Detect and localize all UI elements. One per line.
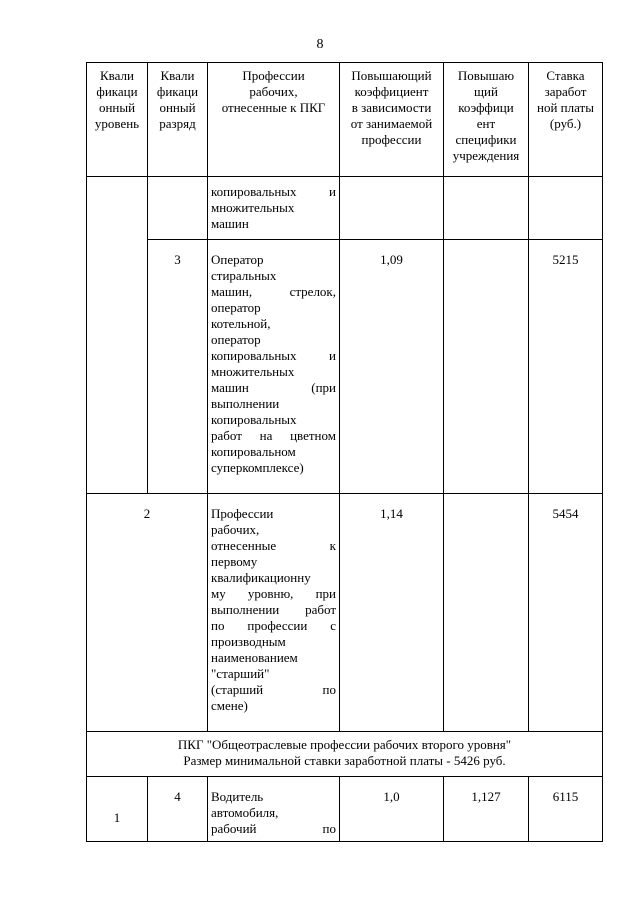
table-row-level-1 bbox=[87, 777, 603, 842]
coef-institution-cell bbox=[444, 494, 529, 732]
level-cell: 1 bbox=[87, 777, 148, 842]
header-rate bbox=[529, 63, 603, 177]
profession-line: наименованием bbox=[211, 650, 298, 665]
profession-line: копировальных и bbox=[211, 184, 336, 199]
profession-line: выполнении работ bbox=[211, 602, 336, 617]
header-line: онный bbox=[159, 100, 196, 115]
profession-cell bbox=[208, 240, 340, 494]
profession-line: выполнении bbox=[211, 396, 280, 411]
header-line: Повышающий bbox=[351, 68, 432, 83]
profession-cell bbox=[208, 494, 340, 732]
profession-line: Водитель bbox=[211, 789, 264, 804]
header-line: уровень bbox=[94, 116, 140, 131]
profession-line: копировальных и bbox=[211, 348, 336, 363]
coef-profession-cell bbox=[340, 177, 444, 240]
profession-line: смене) bbox=[211, 698, 248, 713]
pkg-title: ПКГ "Общеотраслевые профессии рабочих второго уровня" bbox=[177, 737, 512, 752]
table-row-level-2 bbox=[87, 494, 603, 732]
header-line: Повышаю bbox=[457, 68, 515, 83]
header-coef-institution bbox=[444, 63, 529, 177]
coef-profession-cell: 1,14 bbox=[340, 494, 444, 732]
grade-cell: 3 bbox=[148, 240, 208, 494]
coef-institution-cell bbox=[444, 240, 529, 494]
profession-line: отнесенные к bbox=[211, 538, 336, 553]
rate-cell bbox=[529, 177, 603, 240]
profession-line: работ на цветном bbox=[211, 428, 336, 443]
profession-cell bbox=[208, 777, 340, 842]
header-line: щий bbox=[474, 84, 498, 99]
grade-cell: 4 bbox=[148, 777, 208, 842]
profession-line: рабочих, bbox=[211, 522, 260, 537]
profession-line: "старший" bbox=[211, 666, 270, 681]
profession-line: Оператор bbox=[211, 252, 264, 267]
profession-line: машин (при bbox=[211, 380, 336, 395]
header-qual-grade bbox=[148, 63, 208, 177]
profession-line: множительных bbox=[211, 364, 295, 379]
salary-table bbox=[86, 62, 603, 842]
profession-line: автомобиля, bbox=[211, 805, 279, 820]
header-line: специфики bbox=[455, 132, 517, 147]
header-line: коэффициент bbox=[354, 84, 429, 99]
profession-line: квалификационну bbox=[211, 570, 311, 585]
profession-line: (старший по bbox=[211, 682, 336, 697]
rate-cell: 5454 bbox=[529, 494, 603, 732]
profession-line: копировальных bbox=[211, 412, 297, 427]
header-line: отнесенные к ПКГ bbox=[221, 100, 326, 115]
profession-line: машин, стрелок, bbox=[211, 284, 336, 299]
coef-profession-cell: 1,09 bbox=[340, 240, 444, 494]
rate-cell: 6115 bbox=[529, 777, 603, 842]
header-line: профессии bbox=[361, 132, 422, 147]
header-coef-profession bbox=[340, 63, 444, 177]
coef-institution-cell bbox=[444, 177, 529, 240]
table-row-continuation bbox=[87, 177, 603, 240]
header-line: онный bbox=[98, 100, 136, 115]
header-line: заработ bbox=[544, 84, 587, 99]
header-line: ной платы bbox=[537, 100, 594, 115]
header-line: разряд bbox=[159, 116, 196, 131]
header-line: (руб.) bbox=[549, 116, 582, 131]
rate-cell: 5215 bbox=[529, 240, 603, 494]
profession-line: оператор bbox=[211, 300, 261, 315]
profession-line: стиральных bbox=[211, 268, 277, 283]
header-line: фикаци bbox=[156, 84, 199, 99]
header-line: ент bbox=[476, 116, 496, 131]
table-header-row bbox=[87, 63, 603, 177]
header-line: рабочих, bbox=[249, 84, 298, 99]
pkg-min-rate: Размер минимальной ставки заработной платы - 5426 руб. bbox=[183, 753, 506, 768]
header-line: Профессии bbox=[242, 68, 305, 83]
header-line: от занимаемой bbox=[350, 116, 433, 131]
profession-line: оператор bbox=[211, 332, 261, 347]
coef-profession-cell: 1,0 bbox=[340, 777, 444, 842]
profession-line: машин bbox=[211, 216, 249, 231]
grade-cell-empty bbox=[148, 177, 208, 240]
profession-line: по профессии с bbox=[211, 618, 336, 633]
header-line: в зависимости bbox=[351, 100, 432, 115]
profession-line: множительных bbox=[211, 200, 295, 215]
header-line: Квали bbox=[160, 68, 195, 83]
header-line: Ставка bbox=[546, 68, 585, 83]
profession-cell bbox=[208, 177, 340, 240]
profession-line: котельной, bbox=[211, 316, 271, 331]
header-line: коэффици bbox=[458, 100, 514, 115]
header-line: учреждения bbox=[452, 148, 520, 163]
profession-line: му уровню, при bbox=[211, 586, 336, 601]
table-row-pkg bbox=[87, 732, 603, 777]
header-line: фикаци bbox=[96, 84, 138, 99]
pkg-caption-cell bbox=[87, 732, 603, 777]
level-cell-continued bbox=[87, 177, 148, 494]
header-line: Квали bbox=[100, 68, 134, 83]
table-row-grade-3 bbox=[87, 240, 603, 494]
profession-line: копировальном bbox=[211, 444, 296, 459]
level-cell: 2 bbox=[87, 494, 208, 732]
profession-line: Профессии bbox=[211, 506, 274, 521]
profession-line: суперкомплексе) bbox=[211, 460, 304, 475]
coef-institution-cell: 1,127 bbox=[444, 777, 529, 842]
profession-line: производным bbox=[211, 634, 286, 649]
page-number: 8 bbox=[316, 37, 324, 52]
profession-line: первому bbox=[211, 554, 258, 569]
header-professions bbox=[208, 63, 340, 177]
header-qual-level bbox=[87, 63, 148, 177]
profession-line: рабочий по bbox=[211, 821, 336, 836]
